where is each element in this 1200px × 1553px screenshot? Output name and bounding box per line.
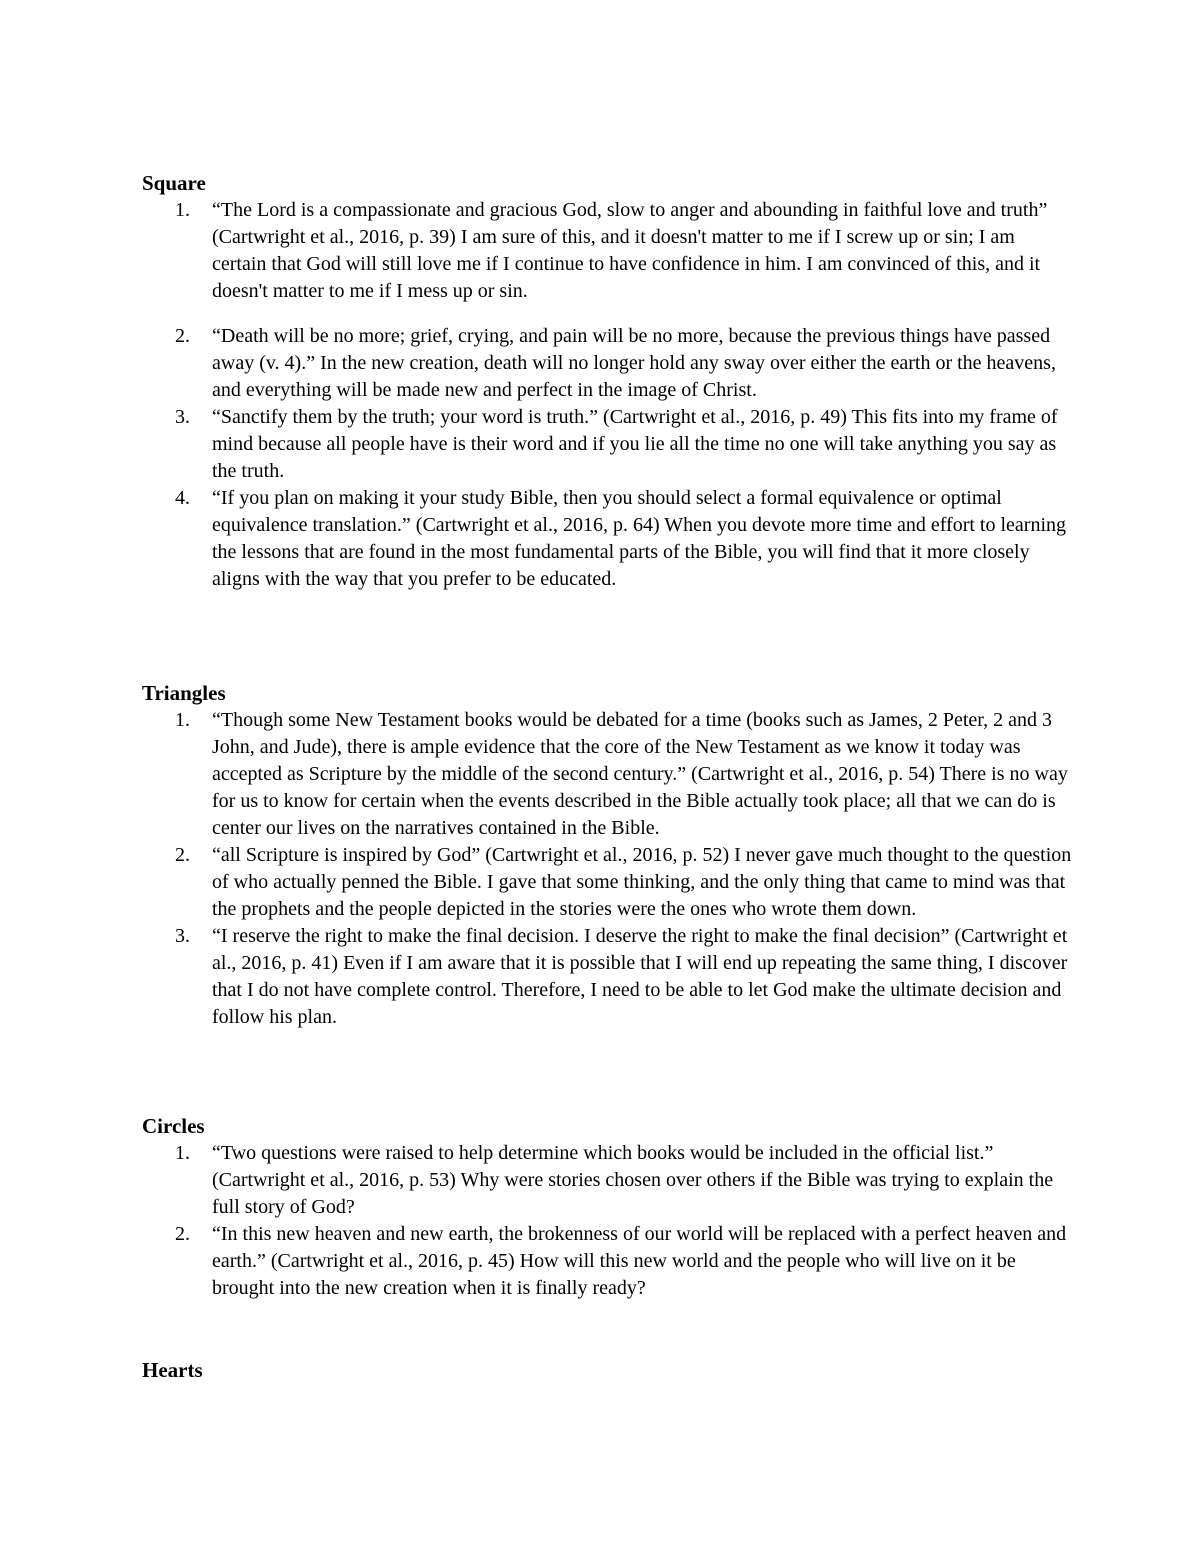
list-item-text: “I reserve the right to make the final decision. I deserve the right to make the final decision” (Cartwright et al., 2016, p. 41) Even if I am aware that it is possible that I will end up repeating the same thing, I discover that I do not have complete control. Therefore, I need to be able to let God make the ultimate decision and follow his plan. — [212, 925, 1068, 1028]
list-item — [142, 485, 1072, 593]
numbered-list — [142, 197, 1072, 593]
numbered-list — [142, 1140, 1072, 1302]
section-heading: Triangles — [142, 681, 226, 705]
list-item-text: “all Scripture is inspired by God” (Cartwright et al., 2016, p. 52) I never gave much thought to the question of who actually penned the Bible. I gave that some thinking, and the only thing that came to mind was that the prophets and the people depicted in the stories were the ones who wrote them down. — [212, 844, 1072, 920]
list-number: 1. — [175, 1142, 190, 1164]
list-item — [142, 197, 1072, 305]
section-hearts — [142, 1357, 1072, 1384]
list-number: 1. — [175, 199, 190, 221]
list-number: 2. — [175, 325, 190, 347]
list-item-text: “In this new heaven and new earth, the brokenness of our world will be replaced with a perfect heaven and earth.” (Cartwright et al., 2016, p. 45) How will this new world and the people who will live on it be brought into the new creation when it is finally ready? — [212, 1223, 1067, 1299]
list-item — [142, 323, 1072, 404]
list-item — [142, 923, 1072, 1031]
section-heading: Hearts — [142, 1358, 203, 1382]
list-item-text: “If you plan on making it your study Bible, then you should select a formal equivalence or optimal equivalence translation.” (Cartwright et al., 2016, p. 64) When you devote more time and effort to learning the lessons that are found in the most fundamental parts of the Bible, you will find that it more closely aligns with the way that you prefer to be educated. — [212, 487, 1066, 590]
list-number: 4. — [175, 487, 190, 509]
section-circles — [142, 1113, 1072, 1302]
section-square — [142, 170, 1072, 593]
list-item — [142, 842, 1072, 923]
list-item — [142, 707, 1072, 842]
list-item-text: “Sanctify them by the truth; your word is truth.” (Cartwright et al., 2016, p. 49) This fits into my frame of mind because all people have is their word and if you lie all the time no one will take anything you say as the truth. — [212, 406, 1058, 482]
section-heading: Circles — [142, 1114, 205, 1138]
list-number: 2. — [175, 844, 190, 866]
list-item-text: “The Lord is a compassionate and gracious God, slow to anger and abounding in faithful love and truth” (Cartwright et al., 2016, p. 39) I am sure of this, and it doesn't matter to me if I screw up or sin; I am certain that God will still love me if I continue to have confidence in him. I am convinced of this, and it doesn't matter to me if I mess up or sin. — [212, 199, 1048, 302]
list-item-text: “Death will be no more; grief, crying, and pain will be no more, because the previous things have passed away (v. 4).” In the new creation, death will no longer hold any sway over either the earth or the heavens, and everything will be made new and perfect in the image of Christ. — [212, 325, 1056, 401]
list-item-text: “Two questions were raised to help determine which books would be included in the official list.” (Cartwright et al., 2016, p. 53) Why were stories chosen over others if the Bible was trying to explain the full story of God? — [212, 1142, 1054, 1218]
section-triangles — [142, 680, 1072, 1031]
list-number: 2. — [175, 1223, 190, 1245]
list-item — [142, 1140, 1072, 1221]
list-item — [142, 404, 1072, 485]
list-number: 3. — [175, 925, 190, 947]
numbered-list — [142, 707, 1072, 1031]
section-heading: Square — [142, 171, 206, 195]
list-number: 1. — [175, 709, 190, 731]
list-number: 3. — [175, 406, 190, 428]
list-item — [142, 1221, 1072, 1302]
list-item-text: “Though some New Testament books would be debated for a time (books such as James, 2 Peter, 2 and 3 John, and Jude), there is ample evidence that the core of the New Testament as we know it today was accepted as Scripture by the middle of the second century.” (Cartwright et al., 2016, p. 54) There is no way for us to know for certain when the events described in the Bible actually took place; all that we can do is center our lives on the narratives contained in the Bible. — [212, 709, 1068, 839]
